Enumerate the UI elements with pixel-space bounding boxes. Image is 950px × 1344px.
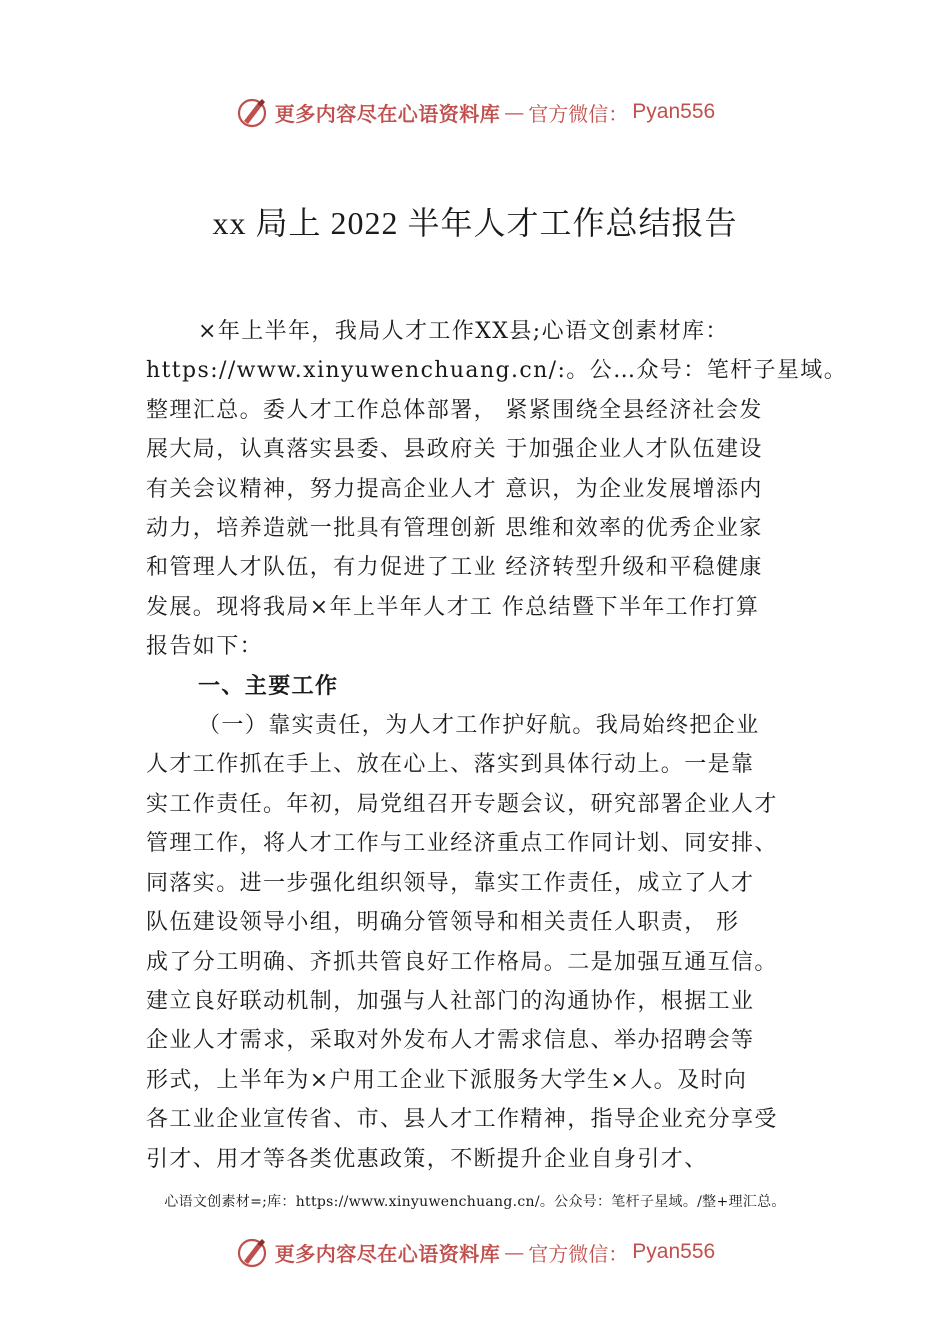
body-line: 实工作责任。年初，局党组召开专题会议，研究部署企业人才: [146, 791, 778, 817]
section-heading: 一、主要工作: [198, 673, 339, 699]
body-line: 有关会议精神，努力提高企业人才 意识，为企业发展增添内: [146, 476, 763, 502]
body-line: 发展。现将我局×年上半年人才工 作总结暨下半年工作打算: [146, 594, 760, 620]
banner-separator: —: [504, 1240, 525, 1264]
banner-wechat-label: 官方微信：: [528, 1241, 629, 1266]
body-line: 和管理人才队伍，有力促进了工业 经济转型升级和平稳健康: [146, 555, 763, 581]
body-line: 形式，上半年为×户用工企业下派服务大学生×人。及时向: [146, 1067, 748, 1093]
footer-note: 心语文创素材=;库：https://www.xinyuwenchuang.cn/。公众号：笔杆子星域。/整+理汇总。: [164, 1194, 786, 1210]
body-line: https://www.xinyuwenchuang.cn/:。公…众号：笔杆子星域。: [146, 358, 848, 384]
body-line: 动力，培养造就一批具有管理创新 思维和效率的优秀企业家: [146, 516, 763, 542]
body-line: ×年上半年，我局人才工作XX县;心语文创素材库：: [198, 319, 729, 344]
document-title: xx 局上 2022 半年人才工作总结报告: [212, 205, 738, 241]
body-line: 引才、用才等各类优惠政策，不断提升企业自身引才、: [146, 1146, 708, 1172]
banner-text: 更多内容尽在心语资料库: [274, 1241, 501, 1266]
body-line: （一）靠实责任，为人才工作护好航。我局始终把企业: [198, 713, 760, 739]
pen-logo-icon: [235, 95, 269, 129]
body-line: 展大局，认真落实县委、县政府关 于加强企业人才队伍建设: [146, 437, 763, 463]
banner-wechat-id: Pyan556: [632, 100, 716, 123]
document-body: [146, 312, 848, 1179]
body-line: 整理汇总。委人才工作总体部署， 紧紧围绕全县经济社会发: [146, 397, 763, 423]
banner-separator: —: [504, 100, 525, 124]
body-line: 同落实。进一步强化组织领导，靠实工作责任，成立了人才: [146, 870, 755, 896]
body-line: 队伍建设领导小组，明确分管领导和相关责任人职责， 形: [146, 910, 740, 936]
banner-wechat-id: Pyan556: [632, 1240, 716, 1263]
banner-text: 更多内容尽在心语资料库: [274, 101, 501, 126]
body-line: 企业人才需求，采取对外发布人才需求信息、举办招聘会等: [146, 1028, 755, 1054]
body-line: 各工业企业宣传省、市、县人才工作精神，指导企业充分享受: [146, 1107, 778, 1133]
body-line: 人才工作抓在手上、放在心上、落实到具体行动上。一是靠: [146, 752, 755, 778]
body-line: 管理工作，将人才工作与工业经济重点工作同计划、同安排、: [146, 831, 778, 857]
pen-logo-icon: [235, 1235, 269, 1269]
body-line: 建立良好联动机制，加强与人社部门的沟通协作，根据工业: [146, 988, 755, 1014]
footer-banner: [0, 1232, 950, 1272]
header-banner: [0, 92, 950, 132]
body-line: 报告如下：: [146, 634, 264, 660]
body-line: 成了分工明确、齐抓共管良好工作格局。二是加强互通互信。: [146, 949, 778, 975]
banner-wechat-label: 官方微信：: [528, 101, 629, 126]
